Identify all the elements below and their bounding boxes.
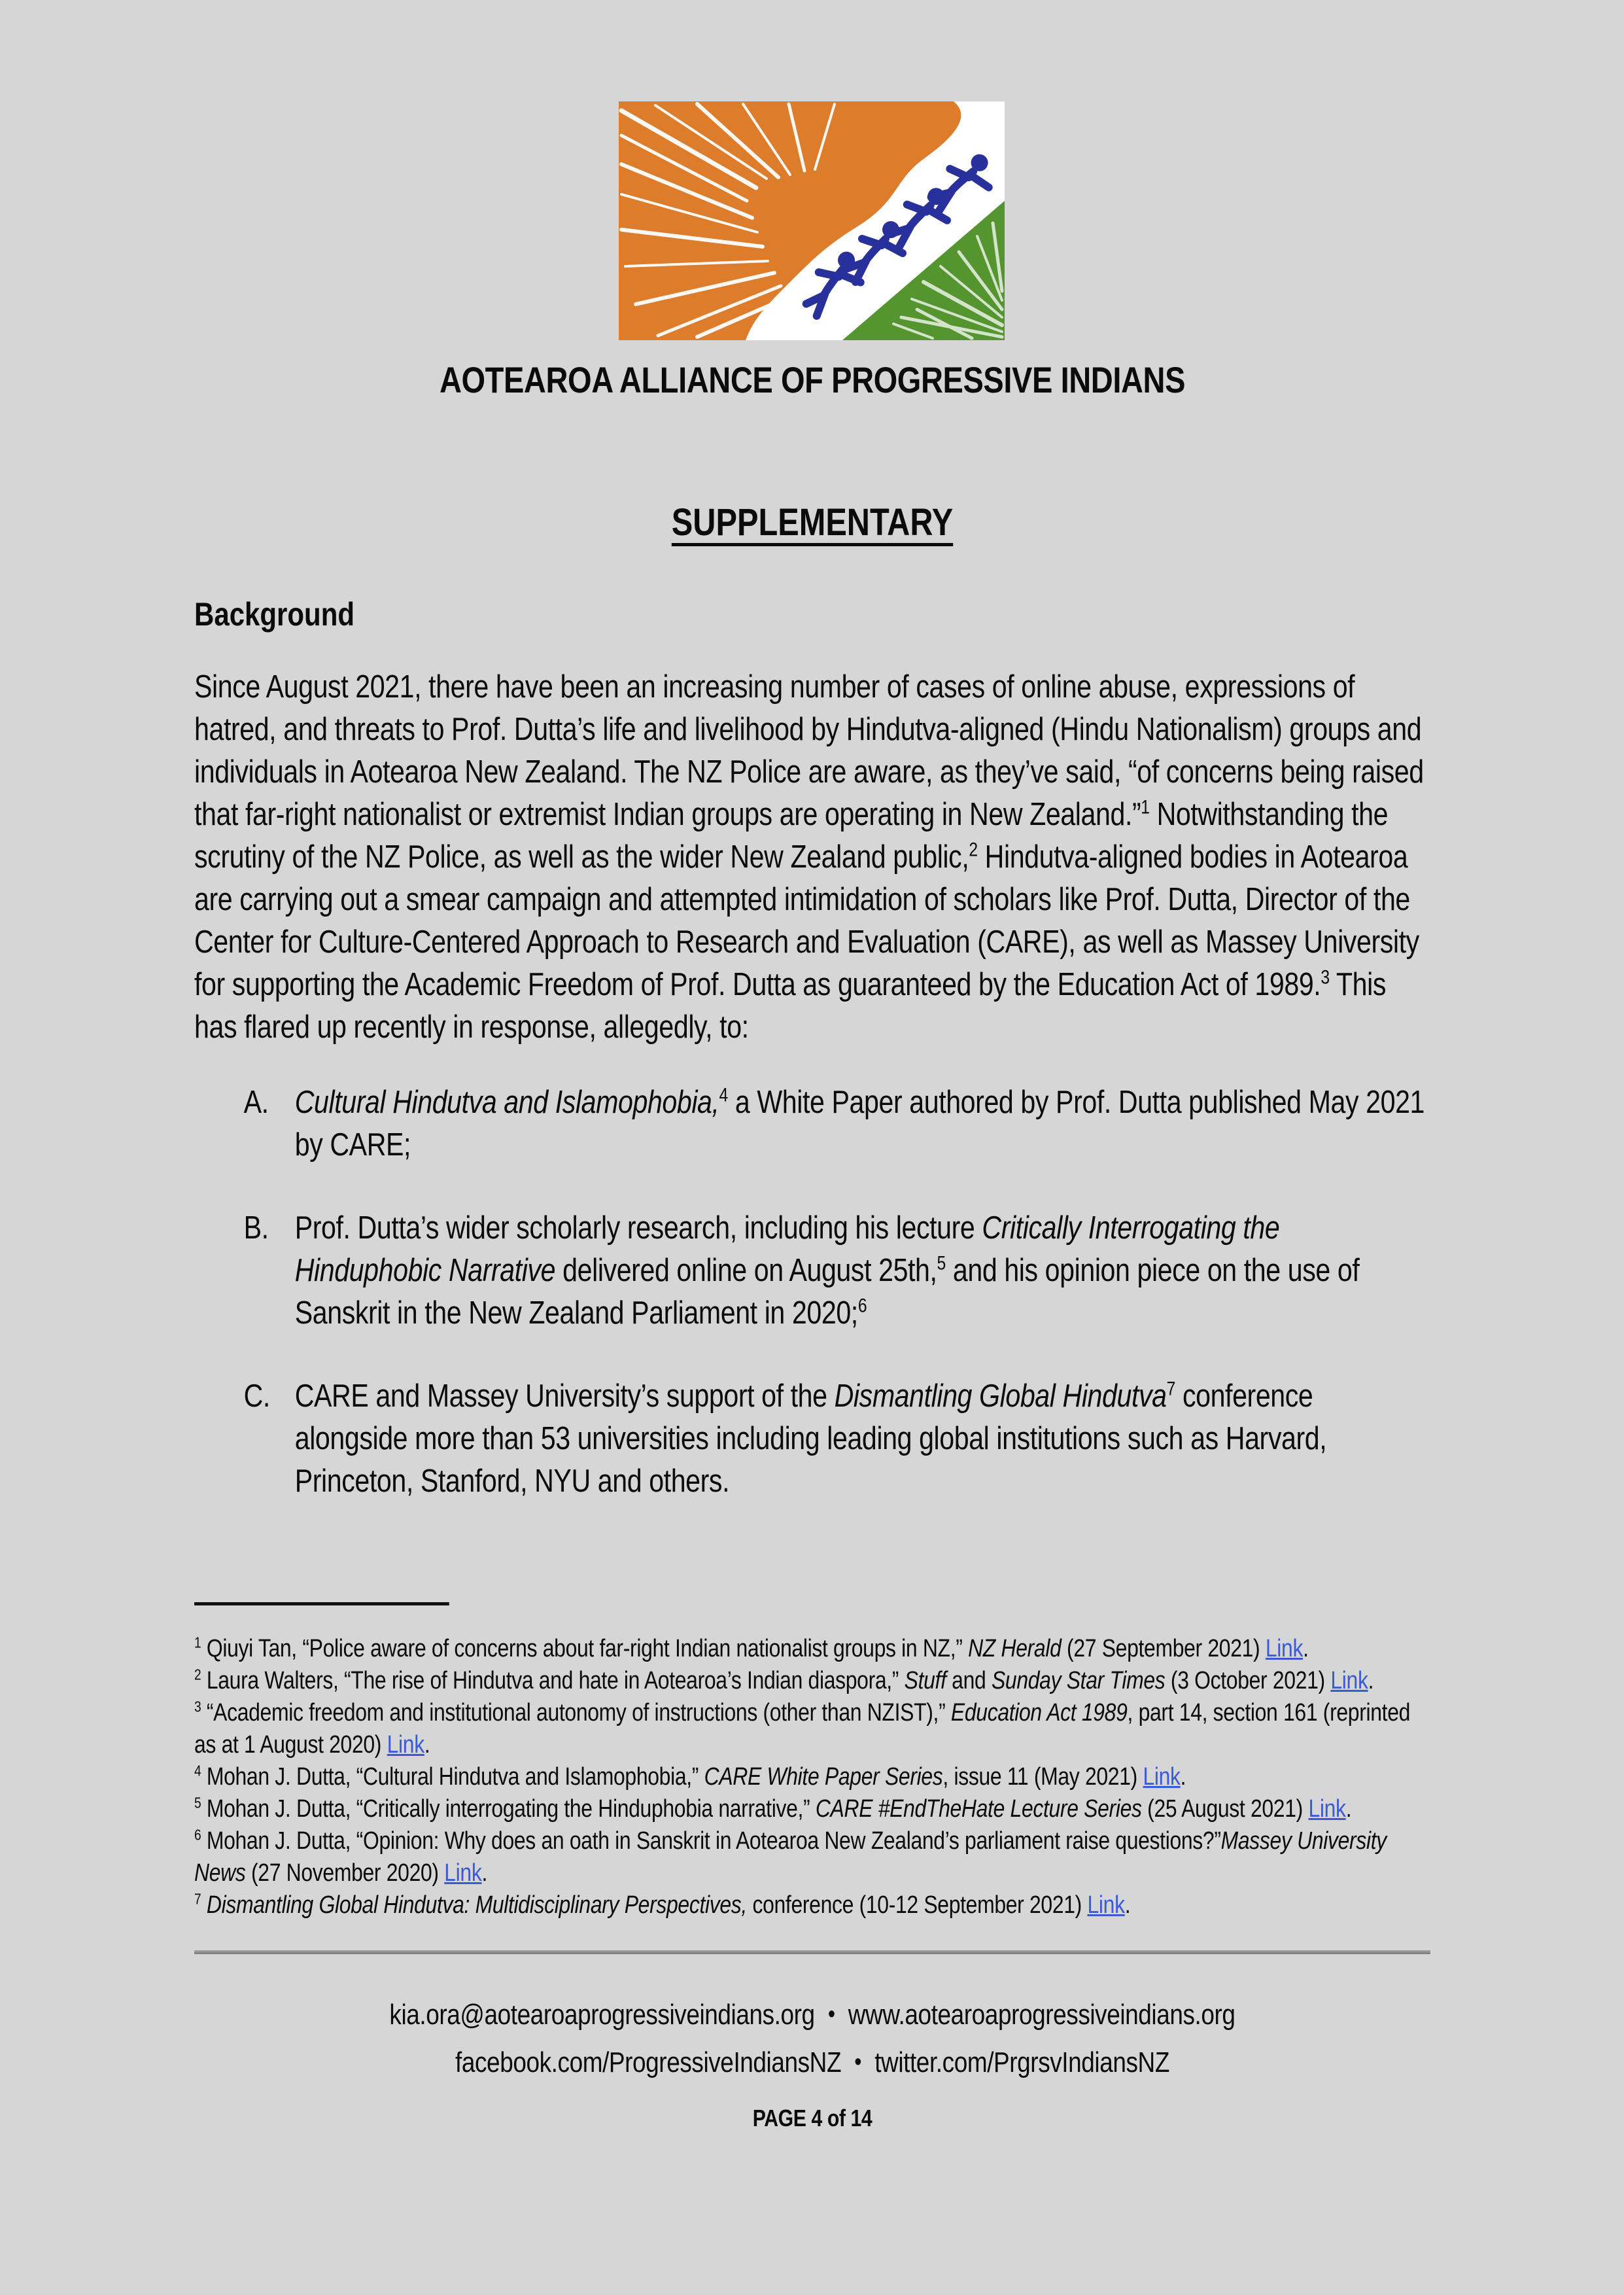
superscript-marker: 2: [969, 839, 978, 861]
footer-contact-line-2: [194, 2039, 1430, 2086]
superscript-marker: 6: [194, 1826, 201, 1844]
text-run: “Academic freedom and institutional autonomy of instructions (other than NZIST),”: [201, 1699, 951, 1726]
italic-run: Sunday Star Times: [991, 1667, 1166, 1694]
footer-facebook: facebook.com/ProgressiveIndiansNZ: [455, 2046, 842, 2078]
text-run: CARE and Massey University’s support of the: [294, 1378, 835, 1414]
text-run: Mohan J. Dutta, “Critically interrogating the Hinduphobia narrative,”: [201, 1795, 816, 1823]
superscript-marker: 1: [194, 1634, 201, 1651]
text-run: (3 October 2021): [1165, 1667, 1331, 1694]
footnote: [194, 1825, 1430, 1889]
document-title: SUPPLEMENTARY: [671, 501, 954, 544]
document-content: [194, 0, 1430, 2132]
text-run: .: [1368, 1667, 1374, 1694]
footnote-link[interactable]: Link: [1087, 1891, 1125, 1919]
bullet-separator-icon: •: [854, 2048, 862, 2076]
list-item: [194, 1207, 1430, 1335]
superscript-marker: 2: [194, 1666, 201, 1683]
text-run: Since August 2021, there have been an increasing number of cases of online abuse, expressions of hatred, and threats to Prof. Dutta’s life and livelihood by Hindutva-aligned (Hindu Nationalism) groups and individuals in Aotearoa New Zealand. The NZ Police are aware, as they’ve said, “of concerns being raised that far-right nationalist or extremist Indian groups are operating in New Zealand.”: [194, 669, 1424, 832]
text-run: .: [1345, 1795, 1352, 1823]
superscript-marker: 6: [857, 1295, 867, 1317]
footnote: [194, 1697, 1430, 1761]
text-run: .: [1124, 1891, 1131, 1919]
list-item-text: [295, 1085, 1425, 1163]
superscript-marker: 4: [194, 1762, 201, 1779]
list-marker: C.: [243, 1378, 270, 1414]
footnote-separator-rule: [194, 1602, 449, 1605]
background-paragraph: [194, 666, 1430, 1049]
page-number-label: PAGE 4 of 14: [752, 2105, 872, 2131]
italic-run: CARE White Paper Series: [704, 1763, 943, 1791]
footnote: [194, 1889, 1430, 1921]
text-run: Laura Walters, “The rise of Hindutva and hate in Aotearoa’s Indian diaspora,”: [201, 1667, 905, 1694]
section-heading-background: Background: [194, 596, 355, 633]
list-marker: A.: [243, 1085, 269, 1120]
footnote-link[interactable]: Link: [387, 1731, 424, 1759]
text-run: Notwithstanding the scrutiny of the NZ Police, as well as the wider New Zealand public,: [194, 797, 1389, 875]
text-run: conference alongside more than 53 universities including leading global institutions such as Harvard, Princeton, Stanford, NYU and others.: [294, 1378, 1327, 1499]
bullet-separator-icon: •: [827, 2001, 835, 2028]
footnote-link[interactable]: Link: [1143, 1763, 1181, 1791]
footer-separator-rule: [194, 1950, 1430, 1954]
list-marker: B.: [243, 1210, 269, 1246]
footer-twitter: twitter.com/PrgrsvIndiansNZ: [874, 2046, 1169, 2078]
superscript-marker: 1: [1141, 796, 1150, 818]
footer-email: kia.ora@aotearoaprogressiveindians.org: [389, 1999, 815, 2031]
text-run: .: [424, 1731, 430, 1759]
italic-run: Dismantling Global Hindutva: [834, 1378, 1167, 1414]
text-run: Hindutva-aligned bodies in Aotearoa are carrying out a smear campaign and attempted intimidation of scholars like Prof. Dutta, Director of the Center for Culture-Centered Approach to Research and Evaluation (CARE), as well as Massey University for supporting the Academic Freedom of Prof. Dutta as guaranteed by the Education Act of 1989.: [194, 839, 1419, 1002]
footnote-link[interactable]: Link: [1265, 1635, 1304, 1662]
text-run: .: [481, 1859, 488, 1887]
text-run: delivered online on August 25th,: [555, 1253, 937, 1288]
italic-run: CARE #EndTheHate Lecture Series: [815, 1795, 1142, 1823]
list-item: [194, 1375, 1430, 1503]
list-item: [194, 1081, 1430, 1166]
italic-run: Stuff: [904, 1667, 946, 1694]
organization-name-heading: AOTEAROA ALLIANCE OF PROGRESSIVE INDIANS: [439, 359, 1186, 400]
text-run: conference (10-12 September 2021): [746, 1891, 1088, 1919]
superscript-marker: 3: [1321, 966, 1330, 989]
list-item-text: [295, 1210, 1360, 1331]
text-run: , issue 11 (May 2021): [942, 1763, 1143, 1791]
lettered-list: [194, 1081, 1430, 1503]
footer-contact-line-1: [194, 1991, 1430, 2039]
italic-run: NZ Herald: [968, 1635, 1062, 1662]
text-run: Qiuyi Tan, “Police aware of concerns about far-right Indian nationalist groups in NZ,”: [201, 1635, 969, 1662]
superscript-marker: 3: [194, 1698, 201, 1715]
footnote-link[interactable]: Link: [1330, 1667, 1368, 1694]
italic-run: Massey University News: [194, 1827, 1387, 1887]
footnote: [194, 1665, 1430, 1697]
footnote-list: [194, 1633, 1430, 1921]
footnote: [194, 1761, 1430, 1793]
footer-website: www.aotearoaprogressiveindians.org: [848, 1999, 1235, 2031]
superscript-marker: 7: [194, 1890, 201, 1908]
text-run: (25 August 2021): [1141, 1795, 1309, 1823]
superscript-marker: 7: [1166, 1378, 1175, 1400]
text-run: .: [1303, 1635, 1309, 1662]
italic-run: Dismantling Global Hindutva: Multidisciplinary Perspectives,: [206, 1891, 747, 1919]
text-run: .: [1180, 1763, 1186, 1791]
text-run: and his opinion piece on the use of Sanskrit in the New Zealand Parliament in 2020;: [294, 1253, 1360, 1331]
list-item-text: [295, 1378, 1327, 1499]
text-run: Prof. Dutta’s wider scholarly research, including his lecture: [294, 1210, 982, 1246]
text-run: This has flared up recently in response, allegedly, to:: [194, 967, 1387, 1045]
text-run: a White Paper authored by Prof. Dutta published May 2021 by CARE;: [294, 1085, 1425, 1163]
superscript-marker: 4: [719, 1084, 728, 1106]
text-run: (27 November 2020): [245, 1859, 445, 1887]
italic-run: Cultural Hindutva and Islamophobia,: [294, 1085, 719, 1120]
text-run: Mohan J. Dutta, “Opinion: Why does an oath in Sanskrit in Aotearoa New Zealand’s parliament raise questions?”: [201, 1827, 1221, 1855]
footnote: [194, 1633, 1430, 1665]
italic-run: Critically Interrogating the Hinduphobic Narrative: [294, 1210, 1280, 1288]
text-run: Mohan J. Dutta, “Cultural Hindutva and Islamophobia,”: [201, 1763, 704, 1791]
text-run: (27 September 2021): [1061, 1635, 1266, 1662]
superscript-marker: 5: [194, 1794, 201, 1812]
italic-run: Education Act 1989: [950, 1699, 1128, 1726]
footnote-link[interactable]: Link: [1308, 1795, 1346, 1823]
text-run: and: [946, 1667, 992, 1694]
superscript-marker: 5: [937, 1252, 946, 1274]
text-run: , part 14, section 161 (reprinted as at 1 August 2020): [194, 1699, 1411, 1759]
footnote: [194, 1793, 1430, 1825]
footnote-link[interactable]: Link: [444, 1859, 482, 1887]
